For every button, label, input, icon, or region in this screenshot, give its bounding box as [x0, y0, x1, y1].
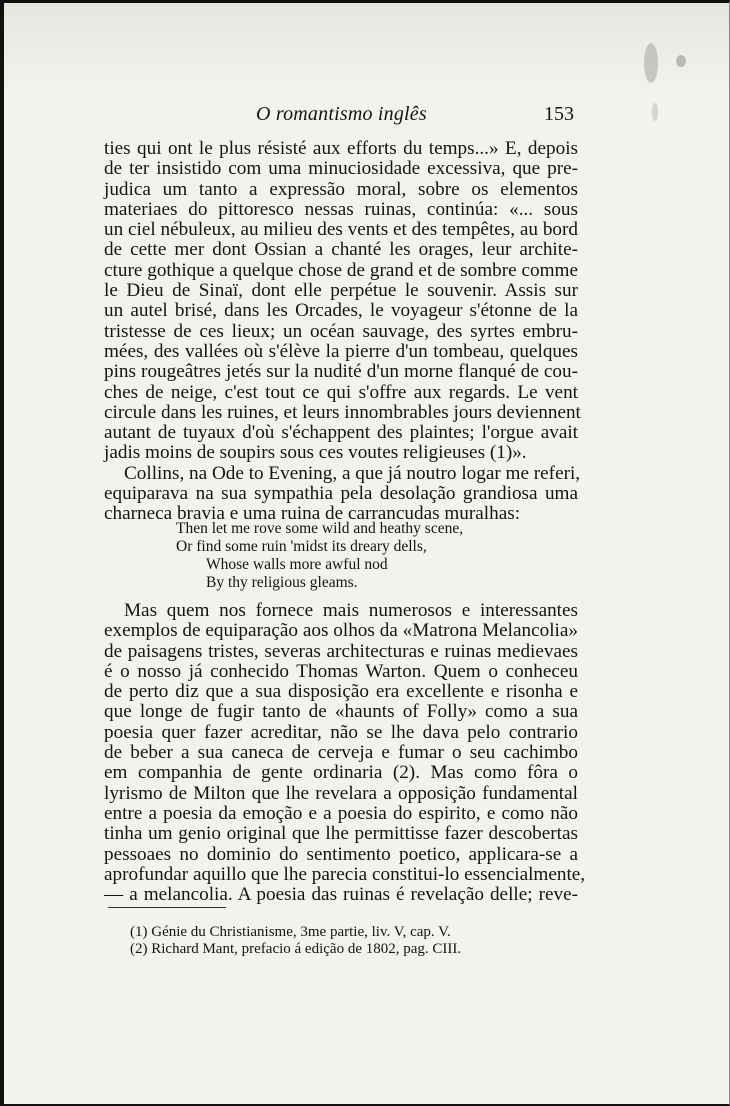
text-line: autant de tuyaux d'où s'échappent des plaintes; l'orgue avait	[104, 422, 578, 444]
text-line: entre a poesia da emoção e a poesia do espirito, e como não	[104, 802, 578, 824]
body-text	[104, 138, 581, 525]
text-line: le Dieu de Sinaï, dont elle perpétue le souvenir. Assis sur	[104, 280, 578, 302]
text-line: de beber a sua caneca de cerveja e fumar o seu cachimbo	[104, 742, 578, 764]
footnotes	[130, 924, 461, 958]
footnote: (2) Richard Mant, prefacio á edição de 1802, pag. CIII.	[130, 941, 462, 957]
verse-line: Whose walls more awful nod	[206, 556, 388, 573]
text-line: é o nosso já conhecido Thomas Warton. Quem o conheceu	[104, 660, 578, 682]
text-line: judica um tanto a expressão moral, sobre os elementos	[104, 178, 578, 200]
text-line: aprofundar aquillo que lhe parecia constitui-lo essencialmente,	[104, 863, 586, 885]
text-line: materiaes do pittoresco nessas ruinas, continúa: «... sous	[104, 198, 578, 220]
text-line: Collins, na Ode to Evening, a que já noutro logar me referi,	[124, 462, 581, 484]
ink-smudge	[652, 103, 658, 121]
text-line: tristesse de ces lieux; un océan sauvage, des syrtes embru-	[104, 320, 578, 342]
text-line: mées, des vallées où s'élève la pierre d'un tombeau, quelques	[104, 340, 578, 362]
text-line: jadis moins de soupirs sous ces voutes religieuses (1)».	[104, 442, 527, 464]
ink-smudge	[676, 55, 686, 67]
ink-smudge	[644, 43, 658, 83]
text-line: pins rougeâtres jetés sur la nudité d'un morne flanqué de cou-	[104, 361, 578, 383]
text-line: circule dans les ruines, et leurs innombrables jours deviennent	[104, 401, 581, 423]
text-line: pessoaes no dominio do sentimento poetico, applicara-se a	[104, 843, 578, 865]
running-title: O romantismo inglês	[256, 103, 427, 125]
verse-line: By thy religious gleams.	[206, 574, 358, 591]
verse-line: Or find some ruin 'midst its dreary dells,	[176, 538, 427, 555]
text-line: — a melancolia. A poesia das ruinas é revelação delle; reve-	[104, 884, 578, 906]
text-line: tinha um genio original que lhe permittisse fazer descobertas	[104, 823, 578, 845]
text-line: de cette mer dont Ossian a chanté les orages, leur archite-	[104, 239, 578, 261]
text-line: charneca bravia e uma ruina de carrancudas muralhas:	[104, 503, 521, 525]
text-line: lyrismo de Milton que lhe revelara a opposição fundamental	[104, 782, 578, 804]
text-line: que longe de fugir tanto de «haunts of Folly» como a sua	[104, 701, 578, 723]
verse-line: Then let me rove some wild and heathy scene,	[176, 520, 464, 537]
verse-quotation	[176, 520, 463, 592]
text-line: em companhia de gente ordinaria (2). Mas como fôra o	[104, 762, 578, 784]
paper-texture	[4, 3, 730, 93]
footnote-divider	[108, 907, 226, 908]
text-line: de ter insistido com uma minuciosidade excessiva, que pre-	[104, 158, 578, 180]
footnote: (1) Génie du Christianisme, 3me partie, liv. V, cap. V.	[130, 924, 451, 940]
text-line: de paisagens tristes, severas architecturas e ruinas medievaes	[104, 640, 578, 662]
text-line: equiparava na sua sympathia pela desolação grandiosa uma	[104, 483, 578, 505]
text-line: un ciel nébuleux, au milieu des vents et des tempêtes, au bord	[104, 219, 578, 241]
text-line: cture gothique a quelque chose de grand et de sombre comme	[104, 259, 578, 281]
text-line: de perto diz que a sua disposição era excellente e risonha e	[104, 681, 578, 703]
text-line: un autel brisé, dans les Orcades, le voyageur s'étonne de la	[104, 300, 578, 322]
text-line: ties qui ont le plus résisté aux efforts du temps...» E, depois	[104, 138, 578, 159]
text-line: Mas quem nos fornece mais numerosos e interessantes	[124, 600, 578, 621]
text-line: exemplos de equiparação aos olhos da «Matrona Melancolia»	[104, 620, 578, 642]
page-number: 153	[544, 103, 574, 125]
text-line: ches de neige, c'est tout ce qui s'offre aux regards. Le vent	[104, 381, 578, 403]
body-text	[104, 600, 586, 906]
text-line: poesia quer fazer acreditar, não se lhe dava pelo contrario	[104, 721, 578, 743]
page-header	[104, 103, 578, 127]
